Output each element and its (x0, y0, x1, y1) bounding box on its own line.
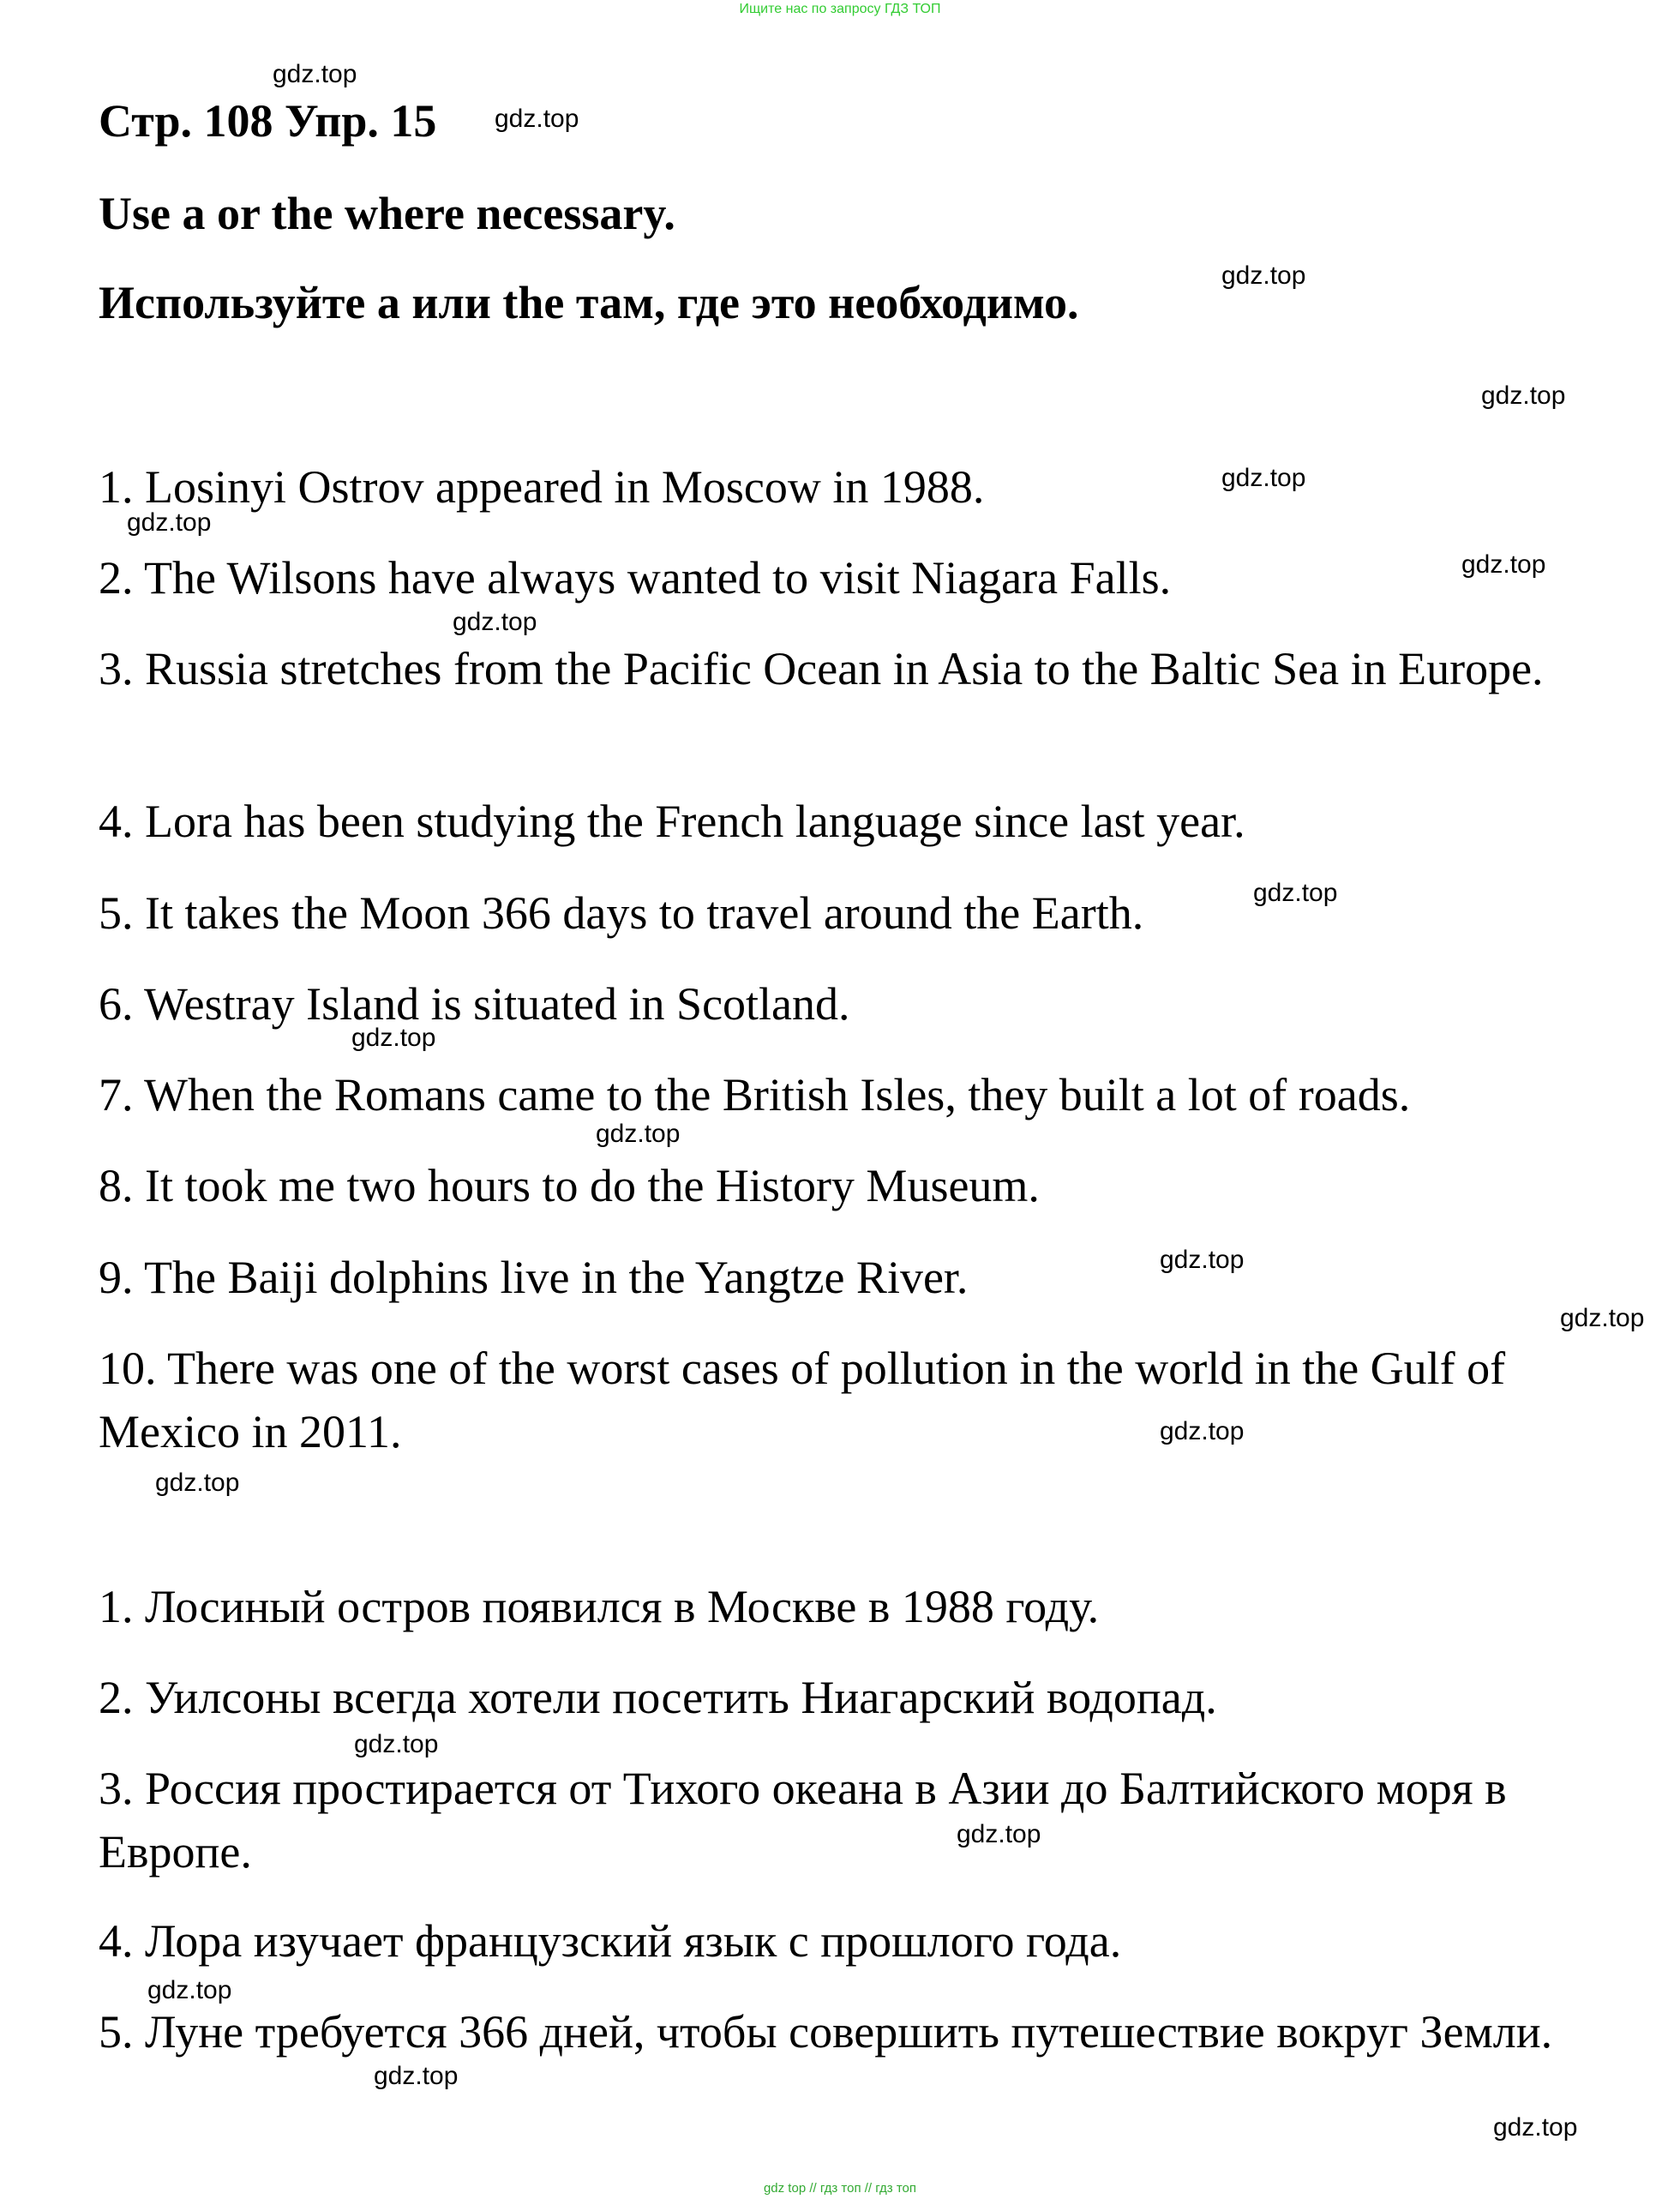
watermark: gdz.top (1493, 2113, 1578, 2142)
watermark: gdz.top (354, 1730, 439, 1758)
watermark: gdz.top (1481, 382, 1566, 410)
instruction-english: Use a or the where necessary. (99, 188, 675, 239)
footer-watermark: gdz top // гдз топ // гдз топ (763, 2181, 917, 2196)
watermark: gdz.top (495, 105, 579, 133)
answer-ru-2: 2. Уилсоны всегда хотели посетить Ниагарский водопад. (99, 1672, 1217, 1723)
answer-en-1: 1. Losinyi Ostrov appeared in Moscow in 1988. (99, 461, 985, 513)
watermark: gdz.top (374, 2062, 459, 2090)
answer-en-6: 6. Westray Island is situated in Scotland. (99, 978, 850, 1030)
answer-en-9: 9. The Baiji dolphins live in the Yangtze River. (99, 1252, 969, 1303)
answer-en-5: 5. It takes the Moon 366 days to travel around the Earth. (99, 887, 1144, 939)
answer-en-7: 7. When the Romans came to the British Isles, they built a lot of roads. (99, 1069, 1411, 1121)
page-title: Стр. 108 Упр. 15 (99, 95, 437, 147)
watermark: gdz.top (957, 1820, 1041, 1848)
answer-en-2: 2. The Wilsons have always wanted to visit Niagara Falls. (99, 552, 1172, 604)
answer-en-3: 3. Russia stretches from the Pacific Ocean in Asia to the Baltic Sea in Europe. (99, 643, 1544, 694)
watermark: gdz.top (351, 1024, 436, 1052)
watermark: gdz.top (1560, 1304, 1645, 1332)
watermark: gdz.top (596, 1120, 681, 1148)
answer-en-8: 8. It took me two hours to do the History Museum. (99, 1160, 1040, 1211)
top-search-banner: Ищите нас по запросу ГДЗ ТОП (739, 2, 941, 16)
answer-ru-5: 5. Луне требуется 366 дней, чтобы совершить путешествие вокруг Земли. (99, 2006, 1553, 2058)
watermark: gdz.top (1221, 464, 1306, 492)
answer-ru-4: 4. Лора изучает французский язык с прошлого года. (99, 1915, 1122, 1967)
watermark: gdz.top (1160, 1417, 1245, 1445)
watermark: gdz.top (1461, 550, 1546, 579)
watermark: gdz.top (127, 508, 212, 537)
watermark: gdz.top (147, 1976, 232, 2004)
instruction-russian: Используйте a или the там, где это необходимо. (99, 277, 1079, 328)
answer-ru-1: 1. Лосиный остров появился в Москве в 1988 году. (99, 1581, 1100, 1632)
watermark: gdz.top (453, 608, 537, 636)
answer-en-10: 10. There was one of the worst cases of pollution in the world in the Gulf of Mexico in 2011. (99, 1343, 1506, 1457)
watermark: gdz.top (1221, 261, 1306, 290)
answer-ru-3: 3. Россия простирается от Тихого океана в Азии до Балтийского моря в Европе. (99, 1763, 1507, 1878)
watermark: gdz.top (1160, 1246, 1245, 1274)
answer-en-4: 4. Lora has been studying the French language since last year. (99, 796, 1245, 847)
watermark: gdz.top (273, 60, 357, 88)
watermark: gdz.top (155, 1469, 240, 1497)
watermark: gdz.top (1253, 879, 1338, 907)
